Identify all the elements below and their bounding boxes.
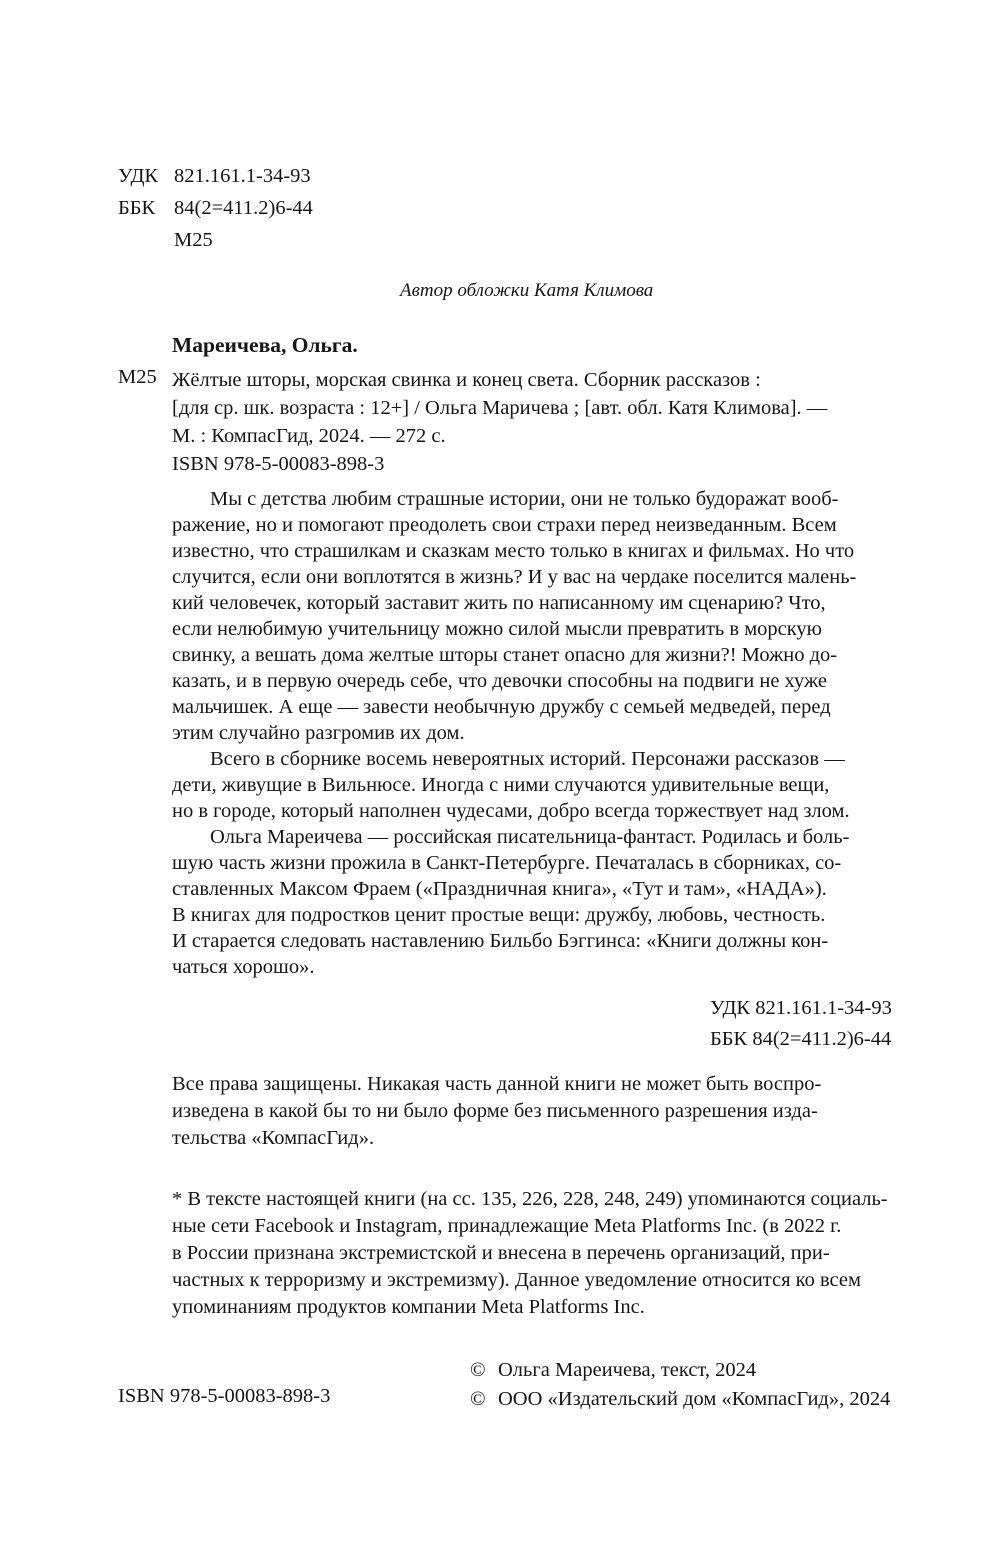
isbn-bottom: ISBN 978-5-00083-898-3 bbox=[118, 1385, 331, 1407]
copyright-icon: © bbox=[470, 1359, 486, 1381]
annotation-line: свинку, а вешать дома желтые шторы станет опасно для жизни?! Можно до- bbox=[172, 644, 838, 666]
udk-label: УДК bbox=[118, 165, 159, 187]
footnote-line: ные сети Facebook и Instagram, принадлежащие Meta Platforms Inc. (в 2022 г. bbox=[172, 1215, 842, 1237]
rights-line: изведена в какой бы то ни было форме без письменного разрешения изда- bbox=[172, 1100, 818, 1122]
author-mark-row bbox=[118, 224, 313, 256]
biblio-line: [для ср. шк. возраста : 12+] / Ольга Маричева ; [авт. обл. Катя Климова]. — bbox=[172, 397, 828, 419]
author-heading: Мареичева, Ольга. bbox=[172, 333, 358, 357]
isbn-line: ISBN 978-5-00083-898-3 bbox=[172, 453, 385, 475]
annotation-line: если нелюбимую учительницу можно силой мысли превратить в морскую bbox=[172, 618, 822, 640]
cutter-mark: М25 bbox=[118, 366, 157, 388]
copyright-line bbox=[470, 1385, 890, 1414]
biblio-line: М. : КомпасГид, 2024. — 272 с. bbox=[172, 425, 446, 447]
bbk-footer: ББК 84(2=411.2)6-44 bbox=[710, 1028, 892, 1050]
biblio-line: Жёлтые шторы, морская свинка и конец света. Сборник рассказов : bbox=[172, 369, 761, 391]
rights-line: тельства «КомпасГид». bbox=[172, 1127, 375, 1149]
annotation-line: В книгах для подростков ценит простые вещи: дружбу, любовь, честность. bbox=[172, 904, 826, 926]
annotation-line: ставленных Максом Фраем («Праздничная книга», «Тут и там», «НАДА»). bbox=[172, 878, 827, 900]
udk-value: 821.161.1-34-93 bbox=[174, 165, 311, 187]
footnote-line: * В тексте настоящей книги (на сс. 135, 226, 228, 248, 249) упоминаются социаль- bbox=[172, 1188, 888, 1210]
footnote-line: упоминаниям продуктов компании Meta Platforms Inc. bbox=[172, 1296, 645, 1318]
author-mark: М25 bbox=[174, 229, 213, 251]
cover-credit: Автор обложки Катя Климова bbox=[400, 280, 654, 301]
annotation-line: известно, что страшилкам и сказкам место только в книгах и фильмах. Но что bbox=[172, 540, 855, 562]
footnote bbox=[172, 1186, 888, 1321]
annotation-line: мальчишек. А еще — завести необычную дружбу с семьей медведей, перед bbox=[172, 696, 831, 718]
udk-footer: УДК 821.161.1-34-93 bbox=[710, 997, 892, 1019]
bbk-value: 84(2=411.2)6-44 bbox=[174, 197, 313, 219]
annotation-line: ражение, но и помогают преодолеть свои страхи перед неизведанным. Всем bbox=[172, 514, 837, 536]
footnote-line: частных к терроризму и экстремизму). Данное уведомление относится ко всем bbox=[172, 1269, 861, 1291]
annotation-line: Мы с детства любим страшные истории, они не только будоражат вооб- bbox=[210, 488, 839, 510]
annotation bbox=[172, 486, 928, 980]
rights-line: Все права защищены. Никакая часть данной книги не может быть воспро- bbox=[172, 1073, 822, 1095]
udk-row bbox=[118, 160, 313, 192]
annotation-line: этим случайно разгромив их дом. bbox=[172, 722, 465, 744]
copyright-line bbox=[470, 1356, 890, 1385]
rights-notice bbox=[172, 1071, 821, 1152]
bbk-row bbox=[118, 192, 313, 224]
bbk-label: ББК bbox=[118, 197, 156, 219]
annotation-line: кий человечек, который заставит жить по написанному им сценарию? Что, bbox=[172, 592, 826, 614]
annotation-line: дети, живущие в Вильнюсе. Иногда с ними случаются удивительные вещи, bbox=[172, 774, 830, 796]
annotation-line: Всего в сборнике восемь невероятных историй. Персонажи рассказов — bbox=[210, 748, 845, 770]
bibliographic-description bbox=[172, 366, 928, 478]
annotation-line: шую часть жизни прожила в Санкт-Петербурге. Печаталась в сборниках, со- bbox=[172, 852, 842, 874]
classification-codes bbox=[118, 160, 313, 256]
annotation-line: случится, если они воплотятся в жизнь? И у вас на чердаке поселится малень- bbox=[172, 566, 857, 588]
annotation-line: но в городе, который наполнен чудесами, добро всегда торжествует над злом. bbox=[172, 800, 850, 822]
annotation-line: И старается следовать наставлению Бильбо Бэггинса: «Книги должны кон- bbox=[172, 930, 829, 952]
copyright-icon: © bbox=[470, 1388, 486, 1410]
annotation-line: Ольга Мареичева — российская писательница-фантаст. Родилась и боль- bbox=[210, 826, 850, 848]
copyright-block bbox=[470, 1356, 890, 1414]
classification-footer bbox=[710, 993, 892, 1055]
copyright-text: ООО «Издательский дом «КомпасГид», 2024 bbox=[498, 1388, 891, 1410]
copyright-text: Ольга Мареичева, текст, 2024 bbox=[498, 1359, 757, 1381]
annotation-line: казать, и в первую очередь себе, что девочки способны на подвиги не хуже bbox=[172, 670, 827, 692]
footnote-line: в России признана экстремистской и внесена в перечень организаций, при- bbox=[172, 1242, 830, 1264]
annotation-line: чаться хорошо». bbox=[172, 956, 315, 978]
